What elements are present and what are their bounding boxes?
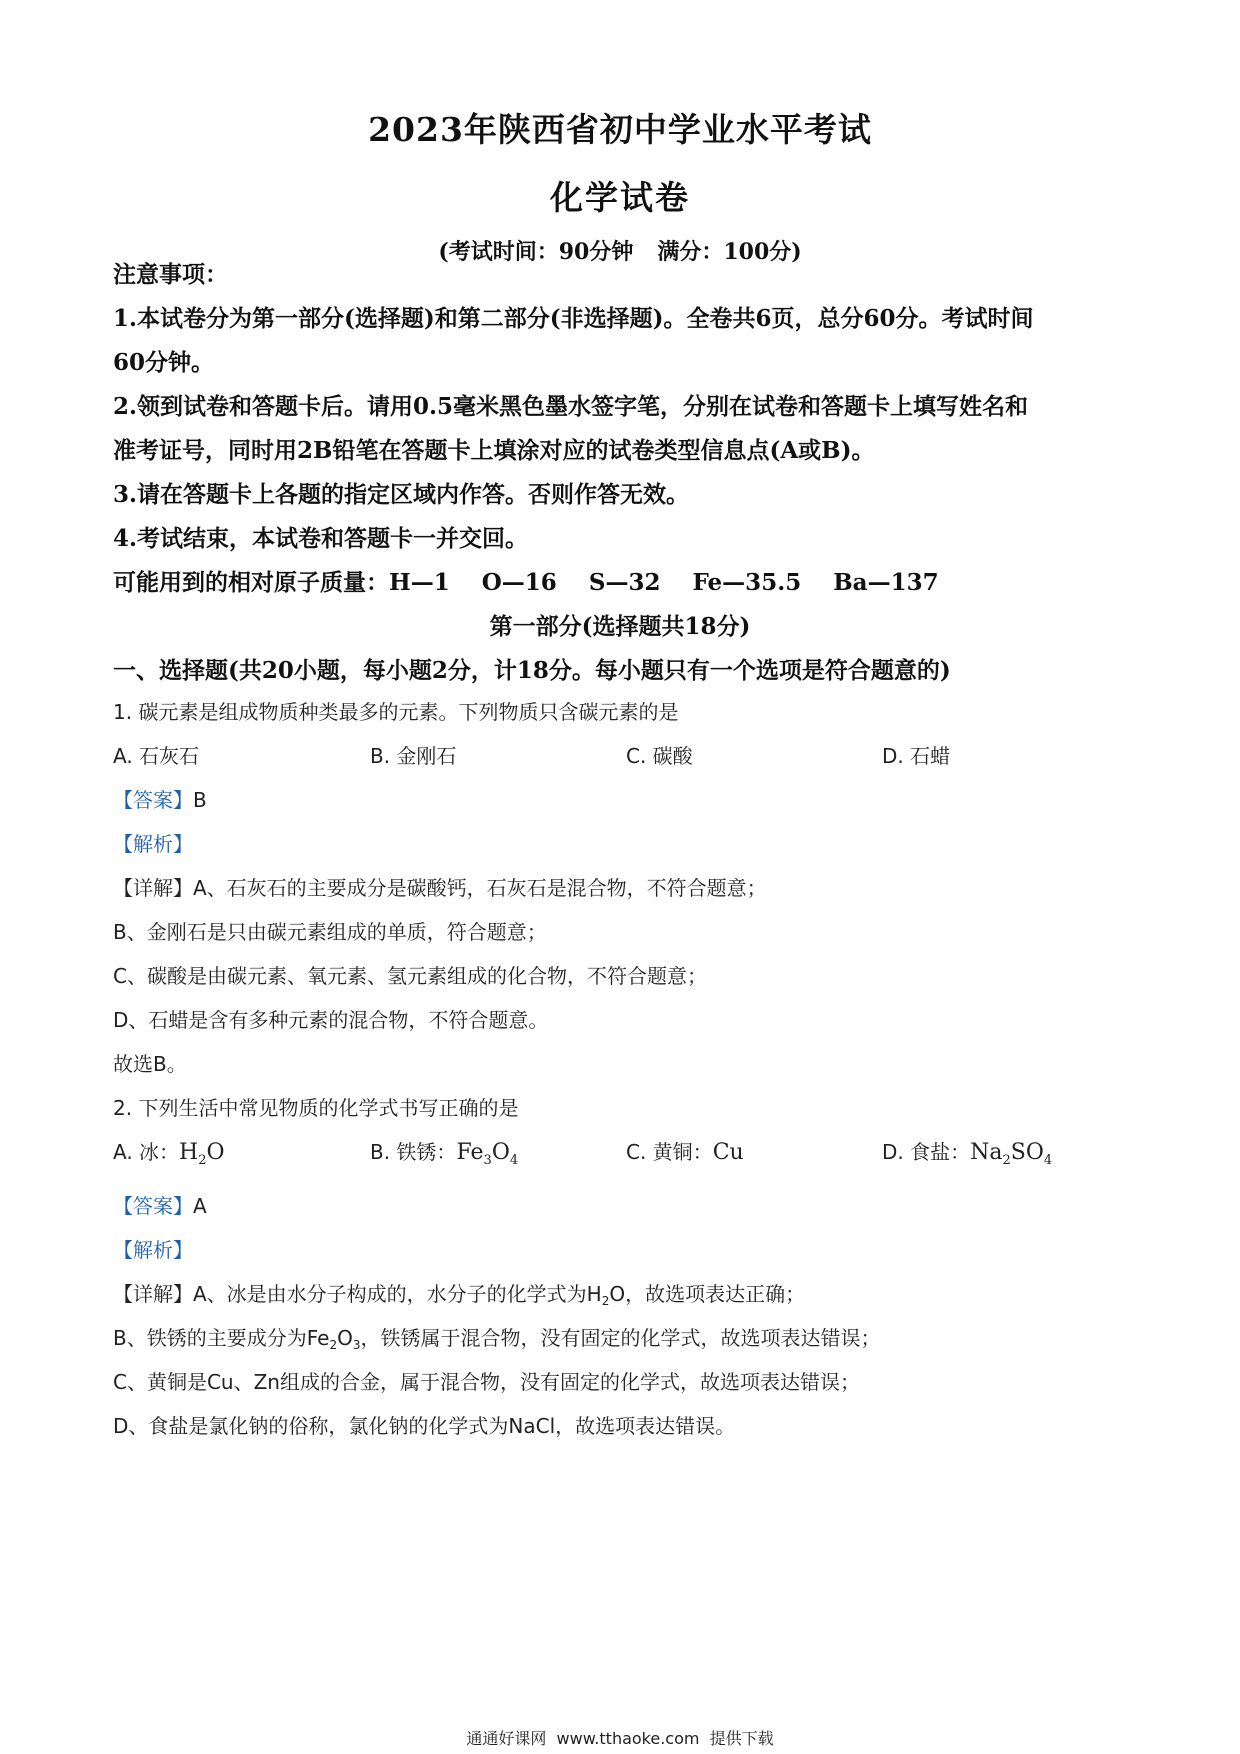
q1-detail-d: D、石蜡是含有多种元素的混合物，不符合题意。 bbox=[113, 1008, 549, 1032]
notice-heading: 注意事项： bbox=[113, 261, 228, 288]
q1-detail-c: C、碳酸是由碳元素、氧元素、氢元素组成的化合物，不符合题意； bbox=[113, 964, 707, 988]
page-subtitle: 化学试卷 bbox=[550, 178, 690, 217]
q2-answer-value: A bbox=[193, 1194, 207, 1218]
notice-item-4: 4.考试结束，本试卷和答题卡一并交回。 bbox=[113, 525, 529, 552]
detail-tag: 【详解】 bbox=[113, 1282, 193, 1306]
q1-detail-a: 【详解】A、石灰石的主要成分是碳酸钙，石灰石是混合物，不符合题意； bbox=[113, 876, 767, 900]
q1-detail-b: B、金刚石是只由碳元素组成的单质，符合题意； bbox=[113, 920, 547, 944]
q1-option-a: A. 石灰石 bbox=[113, 744, 200, 768]
q2-detail-c: C、黄铜是Cu、Zn组成的合金，属于混合物，没有固定的化学式，故选项表达错误； bbox=[113, 1370, 860, 1394]
q2-detail-b: B、铁锈的主要成分为$Fe_2O_3$，铁锈属于混合物，没有固定的化学式，故选项表达错误； bbox=[113, 1326, 881, 1352]
detail-tag: 【详解】 bbox=[113, 876, 193, 900]
exam-time: (考试时间：90分钟 bbox=[438, 239, 634, 265]
q2-stem: 2. 下列生活中常见物质的化学式书写正确的是 bbox=[113, 1096, 519, 1120]
q1-answer bbox=[113, 784, 207, 813]
answer-tag: 【答案】 bbox=[113, 788, 193, 812]
q1-option-b: B. 金刚石 bbox=[370, 744, 457, 768]
page-footer: 通通好课网 www.tthaoke.com 提供下载 bbox=[466, 1729, 774, 1748]
q1-option-d: D. 石蜡 bbox=[882, 744, 951, 768]
answer-tag: 【答案】 bbox=[113, 1194, 193, 1218]
q1-answer-value: B bbox=[193, 788, 207, 812]
q2-answer bbox=[113, 1190, 207, 1219]
notice-item-2b: 准考证号，同时用2B铅笔在答题卡上填涂对应的试卷类型信息点(A或B)。 bbox=[113, 437, 875, 464]
q1-option-c: C. 碳酸 bbox=[626, 744, 693, 768]
q2-analysis-tag: 【解析】 bbox=[113, 1238, 193, 1262]
atomic-mass-line: 可能用到的相对原子质量：H—1 O—16 S—32 Fe—35.5 Ba—137 bbox=[113, 569, 939, 596]
q1-stem: 1. 碳元素是组成物质种类最多的元素。下列物质只含碳元素的是 bbox=[113, 700, 679, 724]
q2-detail-d: D、食盐是氯化钠的俗称，氯化钠的化学式为NaCl，故选项表达错误。 bbox=[113, 1414, 736, 1438]
q2-option-b: B. 铁锈：$Fe_3O_4$ bbox=[370, 1140, 519, 1168]
q2-option-d: D. 食盐：$Na_2SO_4$ bbox=[882, 1140, 1053, 1168]
section-heading: 一、选择题(共20小题，每小题2分，计18分。每小题只有一个选项是符合题意的) bbox=[113, 657, 951, 684]
page-title: 2023年陕西省初中学业水平考试 bbox=[368, 110, 872, 149]
q2-option-c: C. 黄铜：Cu bbox=[626, 1140, 744, 1165]
part1-heading: 第一部分(选择题共18分) bbox=[489, 613, 751, 640]
q1-analysis-tag: 【解析】 bbox=[113, 832, 193, 856]
q2-detail-a: 【详解】A、冰是由水分子构成的，水分子的化学式为$H_2O$，故选项表达正确； bbox=[113, 1282, 806, 1308]
notice-item-1a: 1.本试卷分为第一部分(选择题)和第二部分(非选择题)。全卷共6页，总分60分。考试时间 bbox=[113, 305, 1034, 332]
exam-score: 满分：100分) bbox=[657, 239, 802, 265]
notice-item-3: 3.请在答题卡上各题的指定区域内作答。否则作答无效。 bbox=[113, 481, 690, 508]
q1-conclusion: 故选B。 bbox=[113, 1052, 187, 1076]
q2-option-a: A. 冰：$H_2O$ bbox=[113, 1140, 225, 1168]
notice-item-2a: 2.领到试卷和答题卡后。请用0.5毫米黑色墨水签字笔，分别在试卷和答题卡上填写姓名和 bbox=[113, 393, 1029, 420]
notice-item-1b: 60分钟。 bbox=[113, 349, 215, 376]
